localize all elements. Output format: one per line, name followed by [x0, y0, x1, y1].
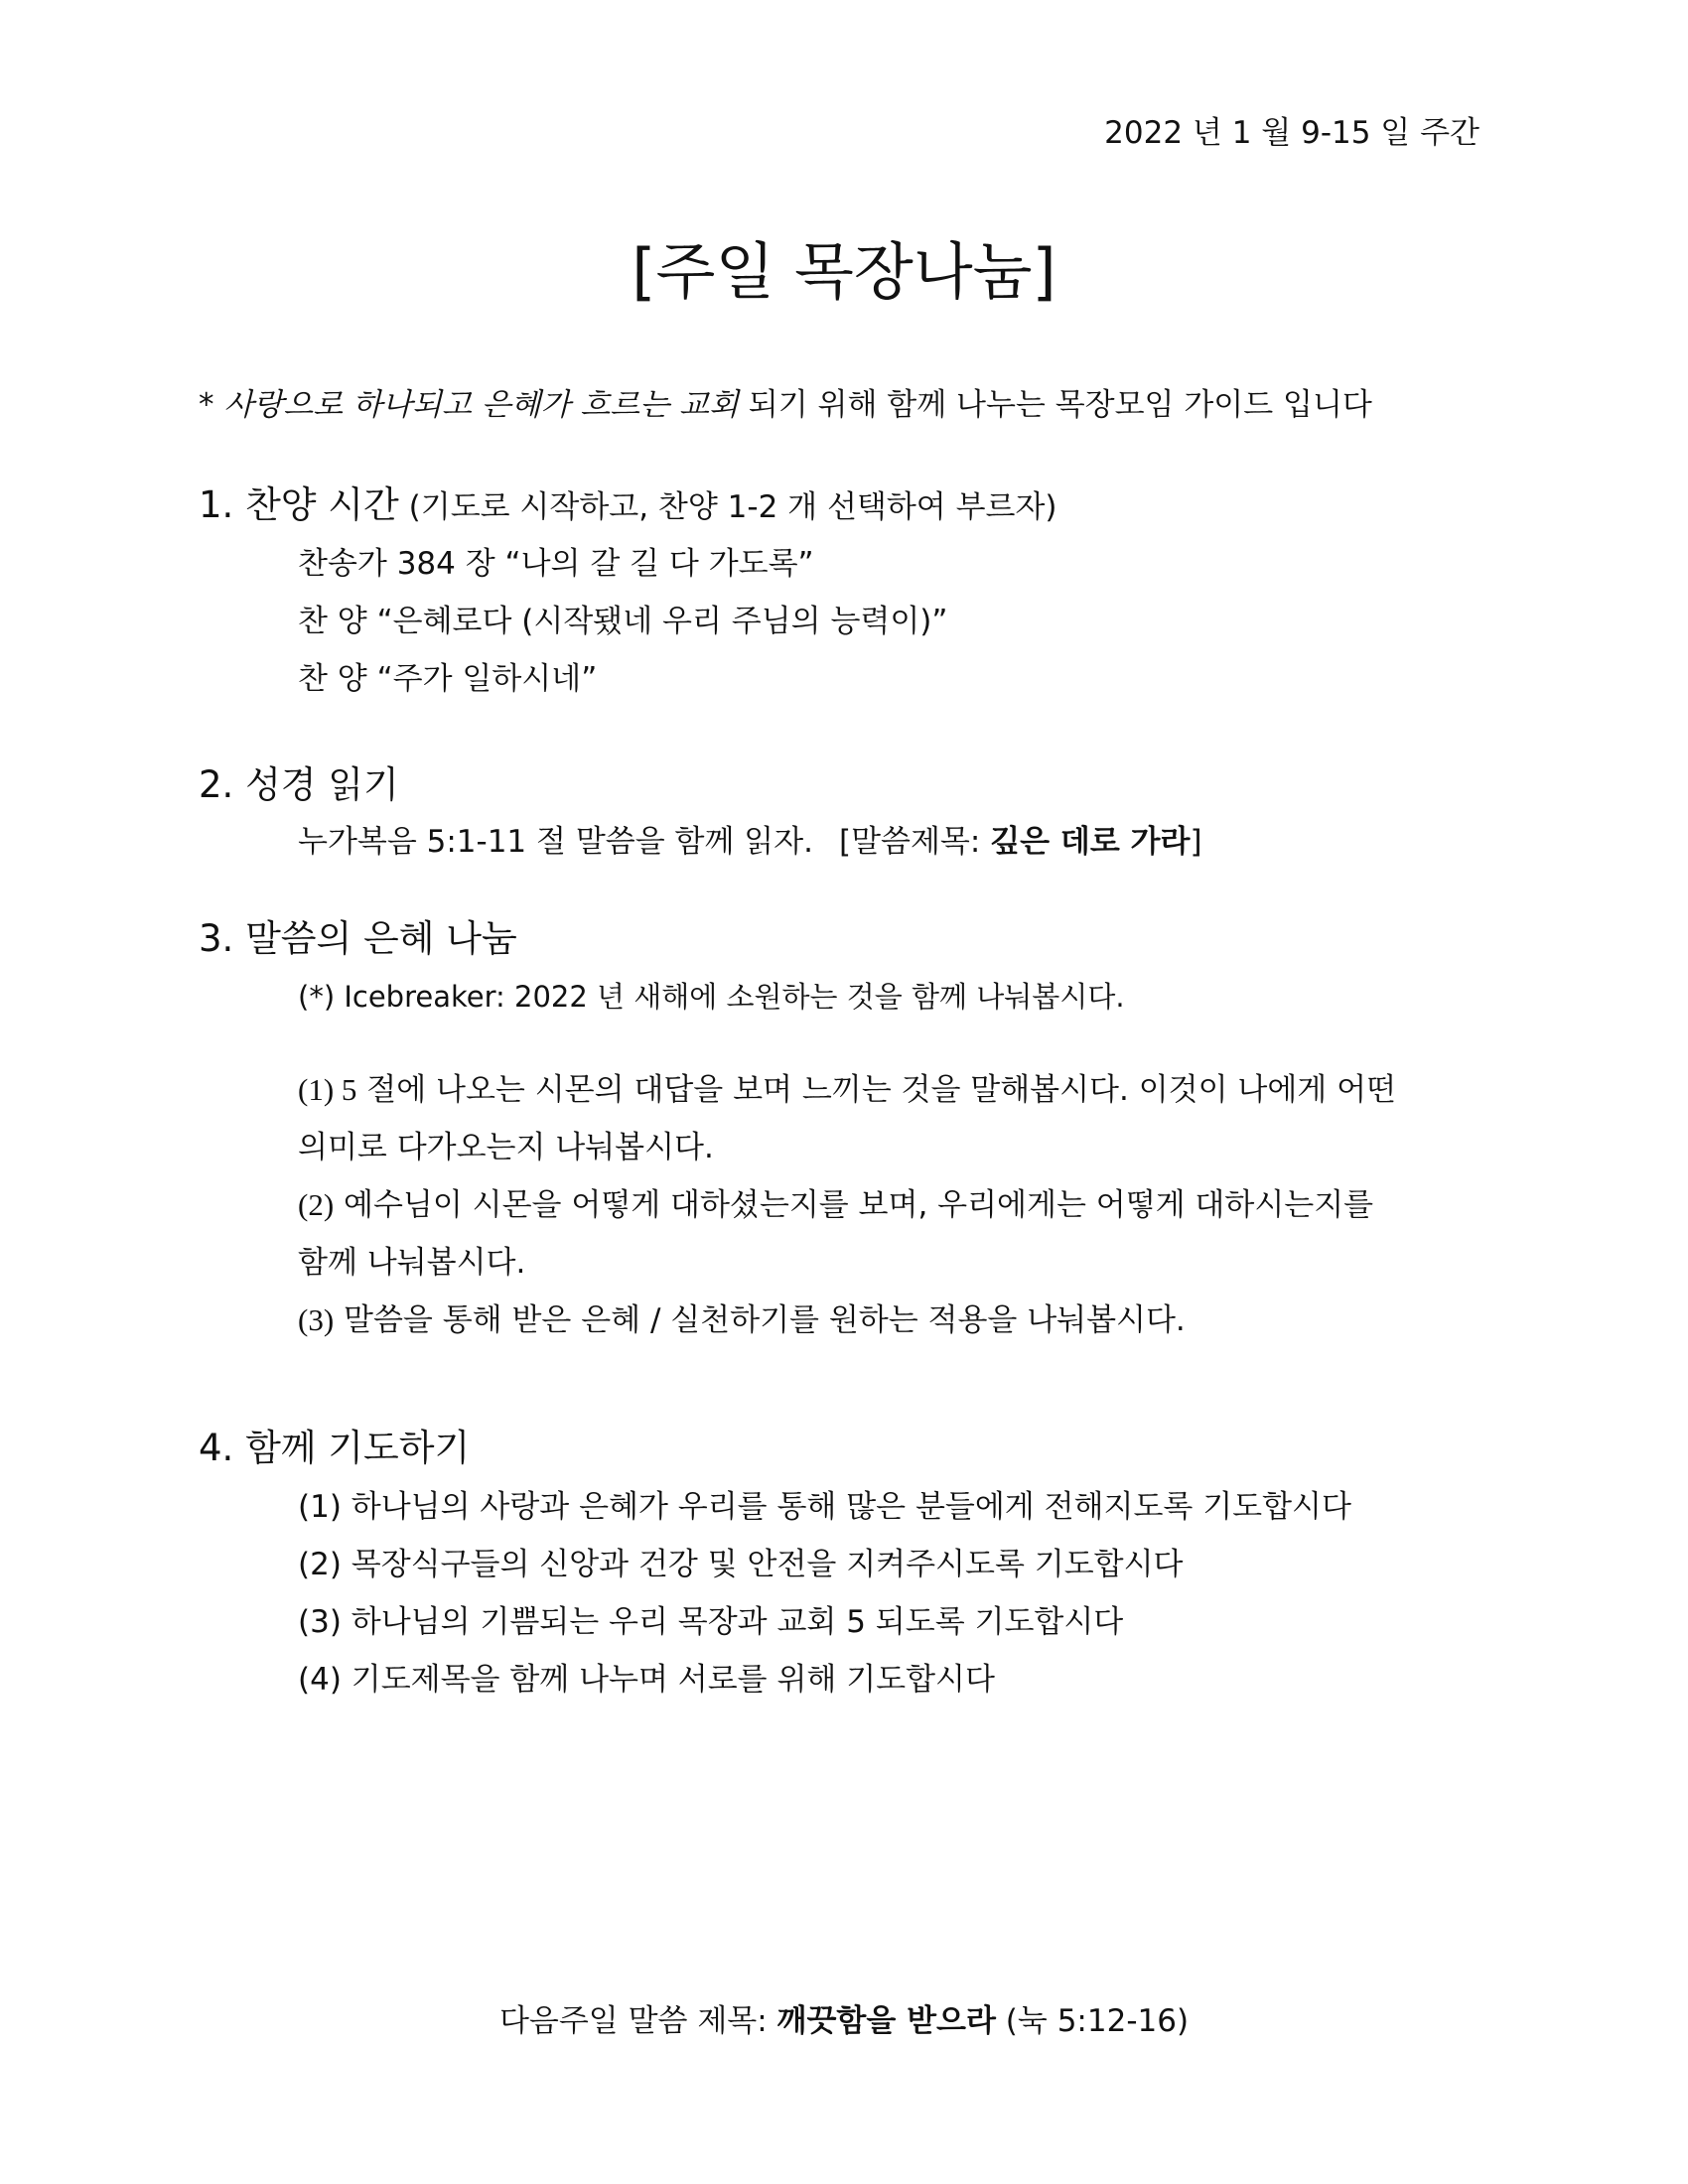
section2-heading: 2. 성경 읽기 — [199, 763, 399, 806]
song-item: 찬 양 “은혜로다 (시작됐네 우리 주님의 능력이)” — [298, 604, 948, 639]
next-sermon-reference: (눅 5:12-16) — [995, 2003, 1190, 2039]
section1-note: (기도로 시작하고, 찬양 1-2 개 선택하여 부르자) — [398, 489, 1057, 525]
next-sermon-title: 깨끗함을 받으라 — [776, 2003, 996, 2039]
question-3 — [298, 1295, 1186, 1339]
section3-heading: 3. 말씀의 은혜 나눔 — [199, 917, 517, 960]
prayer-item: (4) 기도제목을 함께 나누며 서로를 위해 기도합시다 — [298, 1662, 995, 1698]
question-2-text: 예수님이 시몬을 어떻게 대하셨는지를 보며, 우리에게는 어떻게 대하시는지를 — [334, 1187, 1374, 1223]
song-item: 찬 양 “주가 일하시네” — [298, 661, 598, 697]
next-sermon-prefix: 다음주일 말씀 제목: — [498, 2003, 777, 2039]
intro-italic: 사랑으로 하나되고 은혜가 흐르는 교회 — [223, 387, 739, 423]
question-3-text: 말씀을 통해 받은 은혜 / 실천하기를 원하는 적용을 나눠봅시다. — [334, 1302, 1186, 1338]
date-line: 2022 년 1 월 9-15 일 주간 — [1104, 115, 1479, 151]
reading-line — [298, 816, 1202, 861]
sermon-title-suffix: ] — [1190, 824, 1202, 860]
question-2-cont: 함께 나눠봅시다. — [298, 1245, 526, 1281]
section1-heading — [199, 475, 1057, 528]
question-1 — [298, 1064, 1396, 1109]
question-2 — [298, 1179, 1373, 1224]
next-sermon-line — [0, 1995, 1688, 2040]
sermon-title: 깊은 데로 가라 — [990, 824, 1191, 860]
question-3-number: (3) — [298, 1302, 335, 1337]
prayer-item: (1) 하나님의 사랑과 은혜가 우리를 통해 많은 분들에게 전해지도록 기도합시다 — [298, 1489, 1351, 1525]
prayer-item: (3) 하나님의 기쁨되는 우리 목장과 교회 5 되도록 기도합시다 — [298, 1604, 1124, 1640]
section4-heading: 4. 함께 기도하기 — [199, 1427, 471, 1469]
sermon-title-prefix: [말씀제목: — [839, 824, 991, 860]
reading-text: 누가복음 5:1-11 절 말씀을 함께 읽자. — [298, 824, 813, 860]
intro-line — [199, 379, 1372, 424]
icebreaker-line: (*) Icebreaker: 2022 년 새해에 소원하는 것을 함께 나눠봅시다. — [298, 980, 1125, 1014]
intro-rest: 되기 위해 함께 나누는 목장모임 가이드 입니다 — [738, 387, 1372, 423]
page-title: [주일 목장나눔] — [632, 235, 1056, 308]
question-1-cont: 의미로 다가오는지 나눠봅시다. — [298, 1130, 714, 1165]
prayer-item: (2) 목장식구들의 신앙과 건강 및 안전을 지켜주시도록 기도합시다 — [298, 1547, 1184, 1582]
section1-title: 1. 찬양 시간 — [199, 483, 399, 526]
song-item: 찬송가 384 장 “나의 갈 길 다 가도록” — [298, 546, 814, 582]
question-1-number: (1) 5 — [298, 1072, 357, 1107]
intro-prefix: * — [199, 387, 224, 423]
question-2-number: (2) — [298, 1187, 335, 1222]
question-1-text: 절에 나오는 시몬의 대답을 보며 느끼는 것을 말해봅시다. 이것이 나에게 어떤 — [356, 1072, 1396, 1108]
